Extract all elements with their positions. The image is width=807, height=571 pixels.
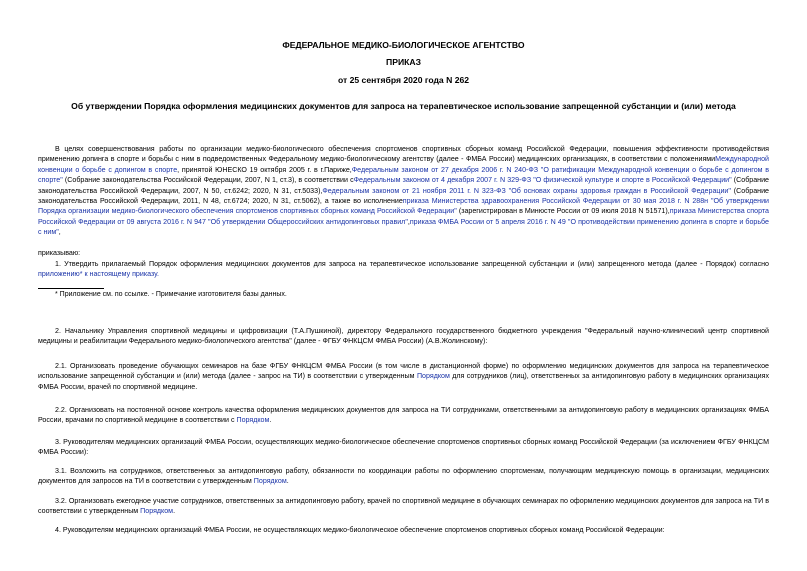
link-procedure[interactable]: Порядком bbox=[416, 372, 450, 381]
link-appendix[interactable]: приложению bbox=[38, 270, 80, 279]
date-number: от 25 сентября 2020 года N 262 bbox=[337, 75, 470, 85]
paragraph-4: 4. Руководителям медицинских организаций ФМБА России, не осуществляющих медико-биологическое обеспечение спортсменов спортивных сборных команд Российской Федерации: bbox=[55, 526, 665, 534]
paragraph-3: 3. Руководителям медицинских организаций ФМБА России, осуществляющих медико-биологическое обеспечение спортсменов спортивных сборных команд Российской Федерации (за исключением ФГБУ ФНКЦСМ ФМБА России): bbox=[38, 438, 769, 457]
link-federal-law-323[interactable]: Федеральным законом от 21 ноября 2011 г. N 323-ФЗ "Об основах охраны здоровья граждан в Российской Федерации" bbox=[322, 186, 731, 195]
link-procedure[interactable]: Порядком bbox=[236, 416, 270, 425]
paragraph-2: 2. Начальнику Управления спортивной медицины и цифровизации (Т.А.Пушкиной), директору Федерального государственного бюджетного учреждения "Федеральный научно-клинический центр спортивной медицины и реабилитации Федерального медико-биологического агентства" (далее - ФГБУ ФНКЦСМ ФМБА России) (А.В.Жолинскому): bbox=[38, 327, 769, 346]
link-order-947[interactable]: приказа Министерства спорта Российской Федерации от 09 августа 2016 г. N 947 "Об утверждении Общероссийских антидопинговых правил" bbox=[38, 207, 769, 226]
doc-type-heading: ПРИКАЗ bbox=[386, 57, 421, 67]
link-procedure[interactable]: Порядком bbox=[140, 507, 174, 516]
link-order-fmba-49[interactable]: приказа ФМБА России от 5 апреля 2016 г. N 49 "О противодействии применению допинга в спорте и борьбе с ним" bbox=[38, 217, 769, 237]
link-federal-law-329[interactable]: Федеральным законом от 4 декабря 2007 г. N 329-ФЗ "О физической культуре и спорте в Российской Федерации" bbox=[353, 176, 732, 185]
order-word: приказываю: bbox=[38, 249, 81, 257]
footnote: * Приложение см. по ссылке. - Примечание изготовителя базы данных. bbox=[55, 291, 287, 298]
footnote-divider bbox=[38, 288, 104, 289]
paragraph-3-1: 3.1. Возложить на сотрудников, ответственных за антидопинговую работу, обязанности по координации работы по оформлению спортсменам, получающим медицинскую помощь в организации, медицинских документов для запросов на ТИ в соответствии с утвержденным Порядком. bbox=[38, 467, 769, 486]
paragraph-2-2: 2.2. Организовать на постоянной основе контроль качества оформления медицинских документов для запроса на ТИ сотрудниками, ответственными за антидопинговую работу в медицинских организациях ФМБА России, врачами по спортивной медицине в соответствии с Порядком. bbox=[38, 406, 769, 425]
link-procedure[interactable]: Порядком bbox=[253, 477, 287, 486]
document-title: Об утверждении Порядка оформления медицинских документов для запроса на терапевтическое использование запрещенной субстанции и (или) метода bbox=[71, 101, 736, 111]
paragraph-3-2: 3.2. Организовать ежегодное участие сотрудников, ответственных за антидопинговую работу, врачей по спортивной медицине в обучающих семинарах по оформлению медицинских документов для запроса на ТИ в соответствии с утвержденным Порядком. bbox=[38, 497, 769, 516]
preamble-paragraph: В целях совершенствования работы по организации медико-биологического обеспечения спортсменов спортивных сборных команд Российской Федерации, повышения эффективности противодействия применению допинга в спорте и борьбы с ним в подведомственных Федеральному медико-биологическому агентству (далее - ФМБА России) медицинских организациях, в соответствии с положениямиМеждународной конвенции о борьбе с допингом в спорте, принятой ЮНЕСКО 19 октября 2005 г. в г.Париже,Федеральным законом от 27 декабря 2006 г. N 240-ФЗ "О ратификации Международной конвенции о борьбе с допингом в спорте" (Собрание законодательства Российской Федерации, 2007, N 1, ст.3), в соответствии сФедеральным законом от 4 декабря 2007 г. N 329-ФЗ "О физической культуре и спорте в Российской Федерации" (Собрание законодательства Российской Федерации, 2007, N 50, ст.6242; 2020, N 31, ст.5033),Федеральным законом от 21 ноября 2011 г. N 323-ФЗ "Об основах охраны здоровья граждан в Российской Федерации" (Собрание законодательства Российской Федерации, 2011, N 48, ст.6724; 2020, N 31, ст.5062), а также во исполнениеприказа Министерства здравоохранения Российской Федерации от 30 мая 2018 г. N 288н "Об утверждении Порядка организации медико-биологического обеспечения спортсменов спортивных сборных команд Российской Федерации" (зарегистрирован в Минюсте России от 09 июля 2018 N 51571),приказа Министерства спорта Российской Федерации от 09 августа 2016 г. N 947 "Об утверждении Общероссийских антидопинговых правил",приказа ФМБА России от 5 апреля 2016 г. N 49 "О противодействии применению допинга в спорте и борьбе с ним", bbox=[38, 145, 770, 237]
agency-heading: ФЕДЕРАЛЬНОЕ МЕДИКО-БИОЛОГИЧЕСКОЕ АГЕНТСТВО bbox=[282, 40, 525, 50]
paragraph-2-1: 2.1. Организовать проведение обучающих семинаров на базе ФГБУ ФНКЦСМ ФМБА России (в том числе в дистанционной форме) по оформлению медицинских документов для запроса на терапевтическое использование запрещенной субстанции и (или) метода (далее - запрос на ТИ) в соответствии с утвержденным Порядком для сотрудников (лиц), ответственных за антидопинговую работу в медицинских организациях ФМБА России, врачей по спортивной медицине. bbox=[38, 362, 769, 391]
paragraph-1: 1. Утвердить прилагаемый Порядок оформления медицинских документов для запроса на терапевтическое использование запрещенной субстанции и (или) запрещенного метода (далее - Порядок) согласно приложению* к настоящему приказу. bbox=[38, 260, 769, 279]
link-unesco-convention[interactable]: Международной конвенции о борьбе с допингом в спорте bbox=[38, 155, 769, 174]
link-order-288n[interactable]: приказа Министерства здравоохранения Российской Федерации от 30 мая 2018 г. N 288н "Об утверждении Порядка организации медико-биологического обеспечения спортсменов спортивных сборных команд Российской Федерации" bbox=[38, 197, 769, 216]
link-federal-law-240[interactable]: Федеральным законом от 27 декабря 2006 г. N 240-ФЗ "О ратификации Международной конвенции о борьбе с допингом в спорте" bbox=[38, 165, 770, 185]
